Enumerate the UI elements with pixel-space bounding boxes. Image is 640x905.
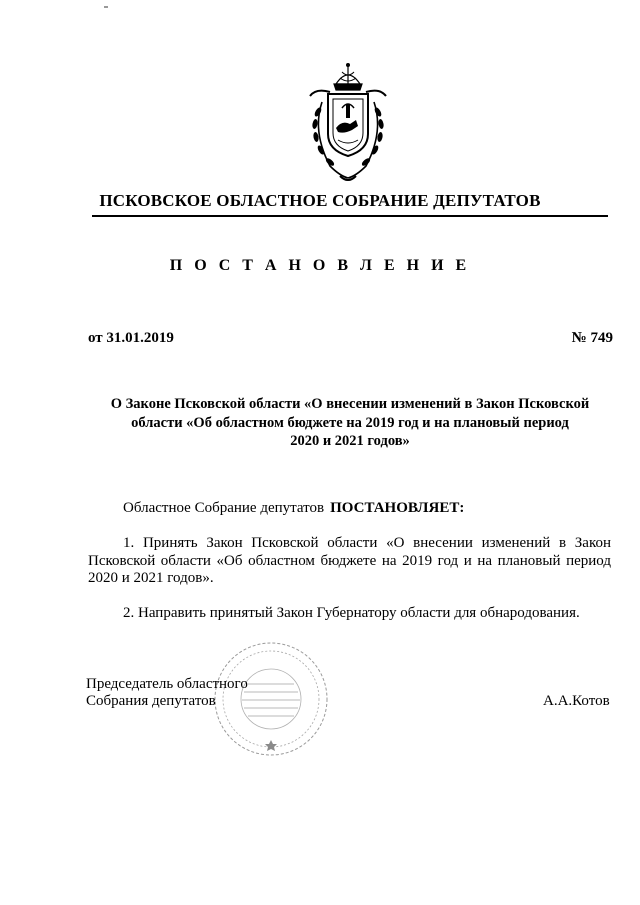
- scan-mark: [104, 6, 108, 8]
- coat-of-arms-emblem: [300, 62, 396, 186]
- signature-title-line1: Председатель областного: [86, 676, 248, 692]
- header-divider: [92, 215, 608, 217]
- organization-title: ПСКОВСКОЕ ОБЛАСТНОЕ СОБРАНИЕ ДЕПУТАТОВ: [99, 191, 541, 210]
- document-subject: [80, 395, 620, 451]
- decree-word: ПОСТАНОВЛЯЕТ:: [330, 500, 465, 516]
- document-number: № 749: [571, 330, 613, 346]
- document-type-title: П О С Т А Н О В Л Е Н И Е: [169, 257, 471, 274]
- decree-item-1: 1. Принять Закон Псковской области «О внесении изменений в Закон Псковской области «Об областном бюджете на 2019 год и на плановый период 2020 и 2021 годов».: [88, 535, 611, 586]
- signer-name: А.А.Котов: [543, 693, 610, 709]
- round-seal-stamp: [212, 640, 330, 758]
- decree-line: [123, 500, 464, 517]
- subject-line: 2020 и 2021 годов»: [290, 433, 410, 449]
- signature-title-line2: Собрания депутатов: [86, 693, 216, 709]
- decree-prefix: Областное Собрание депутатов: [123, 500, 325, 516]
- subject-line: О Законе Псковской области «О внесении изменений в Закон Псковской: [110, 396, 590, 412]
- decree-item-2: 2. Направить принятый Закон Губернатору области для обнародования.: [123, 605, 580, 621]
- document-date: от 31.01.2019: [88, 330, 174, 346]
- subject-line: области «Об областном бюджете на 2019 год и на плановый период: [131, 414, 569, 431]
